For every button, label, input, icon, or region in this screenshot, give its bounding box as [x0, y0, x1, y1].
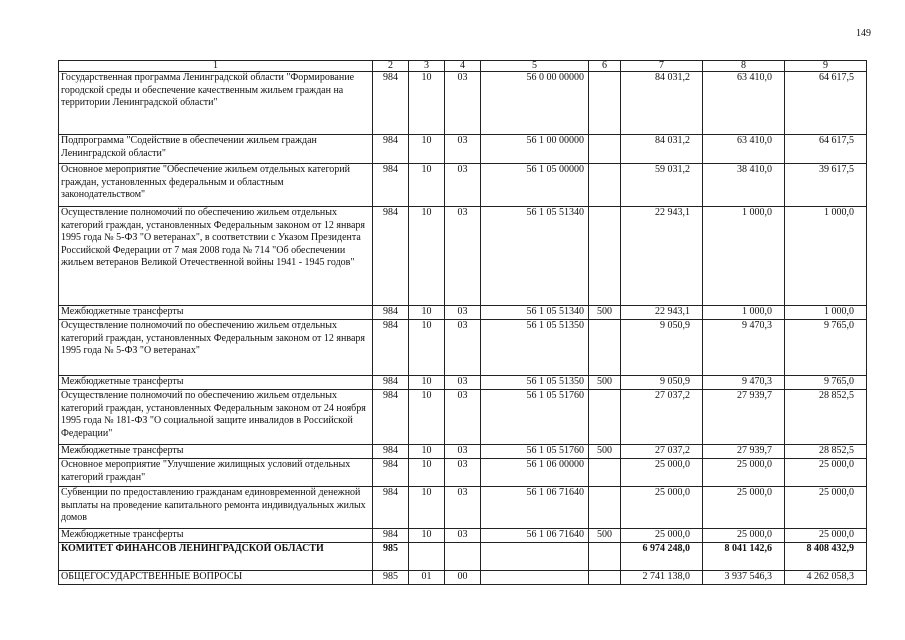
cell-expense-type: [589, 72, 621, 135]
row-name: Осуществление полномочий по обеспечению жильем отдельных категорий граждан, установленных Федеральным законом от 24 ноября 1995 года № 181-ФЗ "О социальной защите инвалидов в Российской Федерации": [59, 390, 373, 445]
cell-amount-7: 25 000,0: [621, 487, 703, 529]
cell-amount-9: 9 765,0: [785, 320, 867, 376]
cell-amount-8: 9 470,3: [703, 376, 785, 390]
cell-target-code: [481, 543, 589, 571]
cell-amount-7: 22 943,1: [621, 207, 703, 306]
column-header: 2: [373, 61, 409, 72]
cell-expense-type: [589, 543, 621, 571]
cell-amount-7: 25 000,0: [621, 529, 703, 543]
table-row: [59, 135, 867, 164]
cell-target-code: 56 1 05 51340: [481, 207, 589, 306]
cell-amount-7: 9 050,9: [621, 320, 703, 376]
cell-expense-type: [589, 459, 621, 487]
cell-ministry: 984: [373, 164, 409, 207]
cell-section: [409, 543, 445, 571]
cell-expense-type: 500: [589, 306, 621, 320]
column-header: 7: [621, 61, 703, 72]
cell-ministry: 984: [373, 306, 409, 320]
cell-target-code: 56 1 05 00000: [481, 164, 589, 207]
row-name: Субвенции по предоставлению гражданам единовременной денежной выплаты на проведение капитального ремонта индивидуальных жилых домов: [59, 487, 373, 529]
cell-amount-7: 6 974 248,0: [621, 543, 703, 571]
cell-ministry: 985: [373, 571, 409, 585]
cell-ministry: 984: [373, 135, 409, 164]
row-name: Осуществление полномочий по обеспечению жильем отдельных категорий граждан, установленных Федеральным законом от 12 января 1995 года № 5-ФЗ "О ветеранах", в соответствии с Указом Президента Российской Федерации от 7 мая 2008 года № 714 "Об обеспечении жильем ветеранов Великой Отечественной войны 1941 - 1945 годов": [59, 207, 373, 306]
cell-ministry: 984: [373, 529, 409, 543]
row-name: Межбюджетные трансферты: [59, 306, 373, 320]
cell-subsection: 03: [445, 390, 481, 445]
cell-section: 10: [409, 376, 445, 390]
cell-ministry: 984: [373, 376, 409, 390]
cell-section: 10: [409, 487, 445, 529]
cell-expense-type: 500: [589, 445, 621, 459]
cell-expense-type: [589, 207, 621, 306]
cell-section: 10: [409, 164, 445, 207]
table-row: [59, 320, 867, 376]
table-row: [59, 376, 867, 390]
table-row: [59, 207, 867, 306]
cell-ministry: 984: [373, 320, 409, 376]
cell-expense-type: 500: [589, 376, 621, 390]
cell-target-code: 56 1 05 51340: [481, 306, 589, 320]
table-row: [59, 445, 867, 459]
cell-expense-type: [589, 135, 621, 164]
cell-expense-type: 500: [589, 529, 621, 543]
cell-section: 10: [409, 390, 445, 445]
cell-subsection: 03: [445, 529, 481, 543]
cell-section: 10: [409, 320, 445, 376]
cell-ministry: 984: [373, 445, 409, 459]
cell-expense-type: [589, 571, 621, 585]
cell-ministry: 984: [373, 459, 409, 487]
cell-subsection: 00: [445, 571, 481, 585]
cell-ministry: 984: [373, 207, 409, 306]
cell-expense-type: [589, 390, 621, 445]
cell-amount-8: 63 410,0: [703, 135, 785, 164]
cell-amount-8: 8 041 142,6: [703, 543, 785, 571]
cell-section: 01: [409, 571, 445, 585]
cell-ministry: 984: [373, 72, 409, 135]
cell-amount-8: 1 000,0: [703, 207, 785, 306]
column-header: 6: [589, 61, 621, 72]
row-name: Подпрограмма "Содействие в обеспечении жильем граждан Ленинградской области": [59, 135, 373, 164]
cell-subsection: 03: [445, 164, 481, 207]
row-name: Межбюджетные трансферты: [59, 529, 373, 543]
cell-expense-type: [589, 487, 621, 529]
cell-target-code: 56 1 05 51350: [481, 320, 589, 376]
table-row: [59, 390, 867, 445]
cell-section: 10: [409, 207, 445, 306]
cell-amount-9: 25 000,0: [785, 529, 867, 543]
table-row: [59, 164, 867, 207]
cell-amount-7: 22 943,1: [621, 306, 703, 320]
cell-amount-8: 27 939,7: [703, 445, 785, 459]
cell-section: 10: [409, 72, 445, 135]
cell-section: 10: [409, 135, 445, 164]
table-row: [59, 543, 867, 571]
cell-amount-8: 25 000,0: [703, 529, 785, 543]
cell-target-code: 56 1 05 51760: [481, 390, 589, 445]
cell-amount-9: 64 617,5: [785, 135, 867, 164]
cell-amount-8: 25 000,0: [703, 487, 785, 529]
row-name: Основное мероприятие "Улучшение жилищных условий отдельных категорий граждан": [59, 459, 373, 487]
cell-section: 10: [409, 445, 445, 459]
cell-ministry: 984: [373, 487, 409, 529]
cell-subsection: 03: [445, 306, 481, 320]
row-name: Межбюджетные трансферты: [59, 445, 373, 459]
cell-subsection: 03: [445, 445, 481, 459]
table-row: [59, 72, 867, 135]
table-row: [59, 459, 867, 487]
column-header: 1: [59, 61, 373, 72]
cell-amount-9: 25 000,0: [785, 487, 867, 529]
table-row: [59, 571, 867, 585]
cell-amount-9: 4 262 058,3: [785, 571, 867, 585]
cell-amount-7: 84 031,2: [621, 72, 703, 135]
cell-target-code: 56 1 06 71640: [481, 529, 589, 543]
cell-target-code: [481, 571, 589, 585]
row-name: Осуществление полномочий по обеспечению жильем отдельных категорий граждан, установленных Федеральным законом от 12 января 1995 года № 5-ФЗ "О ветеранах": [59, 320, 373, 376]
column-header: 8: [703, 61, 785, 72]
cell-target-code: 56 1 05 51350: [481, 376, 589, 390]
cell-subsection: [445, 543, 481, 571]
cell-amount-7: 59 031,2: [621, 164, 703, 207]
cell-expense-type: [589, 320, 621, 376]
row-name: Государственная программа Ленинградской области "Формирование городской среды и обеспечение качественным жильем граждан на территории Ленинградской области": [59, 72, 373, 135]
cell-target-code: 56 0 00 00000: [481, 72, 589, 135]
cell-section: 10: [409, 306, 445, 320]
cell-subsection: 03: [445, 376, 481, 390]
cell-subsection: 03: [445, 207, 481, 306]
cell-amount-8: 38 410,0: [703, 164, 785, 207]
cell-amount-8: 9 470,3: [703, 320, 785, 376]
row-name: Межбюджетные трансферты: [59, 376, 373, 390]
cell-subsection: 03: [445, 487, 481, 529]
cell-amount-8: 25 000,0: [703, 459, 785, 487]
cell-amount-9: 9 765,0: [785, 376, 867, 390]
cell-target-code: 56 1 00 00000: [481, 135, 589, 164]
cell-amount-7: 27 037,2: [621, 390, 703, 445]
column-header: 3: [409, 61, 445, 72]
cell-subsection: 03: [445, 459, 481, 487]
row-name: ОБЩЕГОСУДАРСТВЕННЫЕ ВОПРОСЫ: [59, 571, 373, 585]
cell-amount-9: 39 617,5: [785, 164, 867, 207]
cell-target-code: 56 1 06 00000: [481, 459, 589, 487]
cell-subsection: 03: [445, 135, 481, 164]
cell-amount-7: 2 741 138,0: [621, 571, 703, 585]
column-header: 4: [445, 61, 481, 72]
cell-section: 10: [409, 529, 445, 543]
cell-ministry: 984: [373, 390, 409, 445]
cell-amount-7: 84 031,2: [621, 135, 703, 164]
cell-amount-9: 28 852,5: [785, 445, 867, 459]
cell-amount-9: 8 408 432,9: [785, 543, 867, 571]
cell-subsection: 03: [445, 320, 481, 376]
cell-amount-9: 28 852,5: [785, 390, 867, 445]
cell-section: 10: [409, 459, 445, 487]
cell-amount-9: 25 000,0: [785, 459, 867, 487]
cell-amount-9: 1 000,0: [785, 207, 867, 306]
budget-table: [58, 60, 867, 585]
cell-amount-8: 27 939,7: [703, 390, 785, 445]
cell-amount-7: 25 000,0: [621, 459, 703, 487]
column-header: 9: [785, 61, 867, 72]
cell-subsection: 03: [445, 72, 481, 135]
cell-amount-9: 64 617,5: [785, 72, 867, 135]
cell-ministry: 985: [373, 543, 409, 571]
cell-amount-8: 63 410,0: [703, 72, 785, 135]
row-name: Основное мероприятие "Обеспечение жильем отдельных категорий граждан, установленных федеральным и областным законодательством": [59, 164, 373, 207]
page-number: 149: [856, 28, 871, 39]
cell-amount-7: 9 050,9: [621, 376, 703, 390]
cell-amount-7: 27 037,2: [621, 445, 703, 459]
cell-amount-8: 1 000,0: [703, 306, 785, 320]
cell-amount-8: 3 937 546,3: [703, 571, 785, 585]
column-header: 5: [481, 61, 589, 72]
cell-amount-9: 1 000,0: [785, 306, 867, 320]
cell-target-code: 56 1 05 51760: [481, 445, 589, 459]
table-row: [59, 487, 867, 529]
cell-target-code: 56 1 06 71640: [481, 487, 589, 529]
table-row: [59, 529, 867, 543]
table-row: [59, 306, 867, 320]
header-row: [59, 61, 867, 72]
row-name: КОМИТЕТ ФИНАНСОВ ЛЕНИНГРАДСКОЙ ОБЛАСТИ: [59, 543, 373, 571]
cell-expense-type: [589, 164, 621, 207]
